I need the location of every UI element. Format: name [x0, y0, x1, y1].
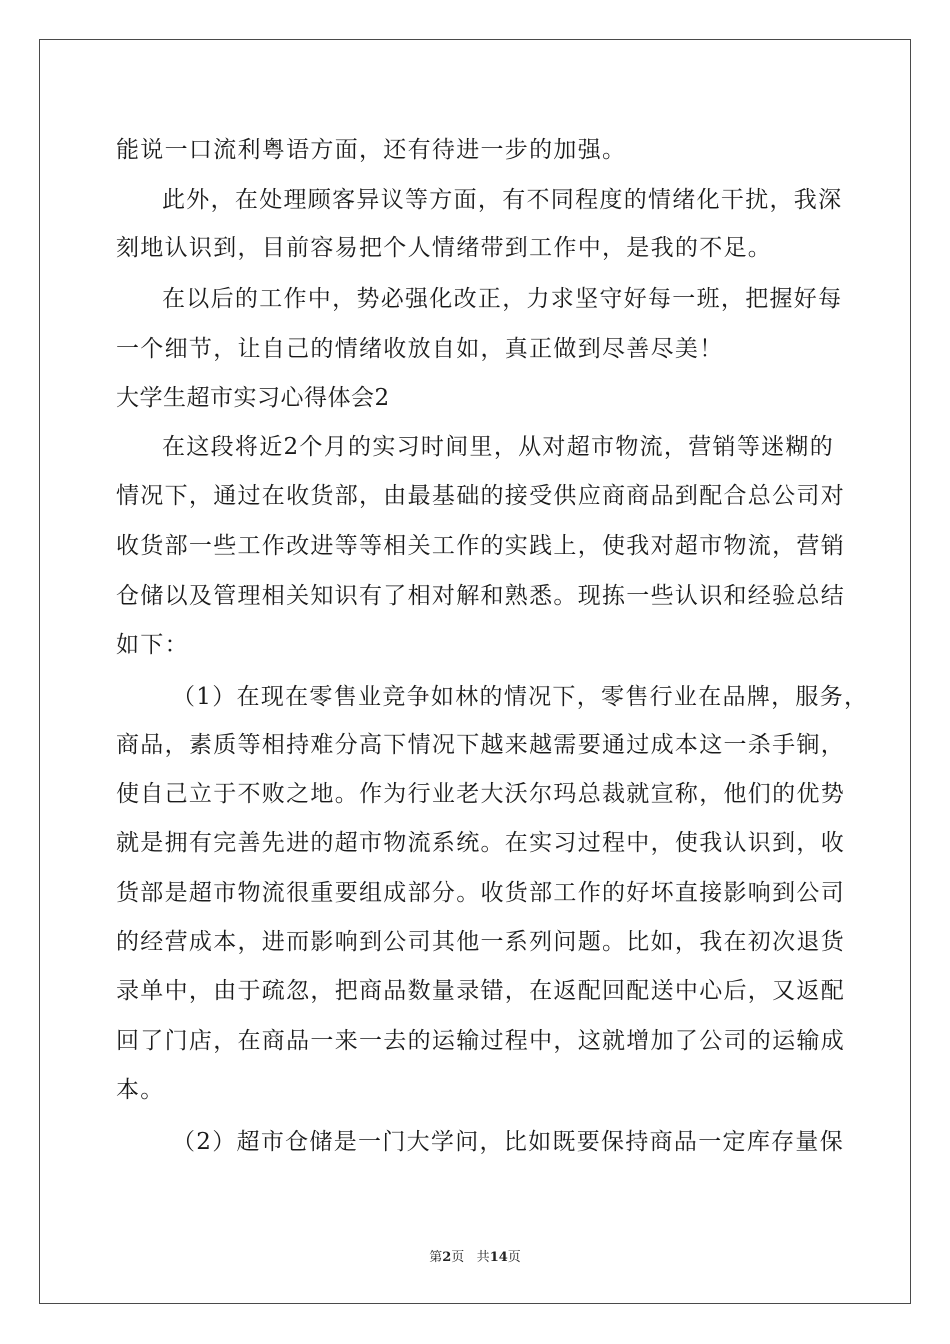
footer-page-suffix: 页 [451, 1250, 465, 1265]
text-line-5: 一个细节，让自己的情绪收放自如，真正做到尽善尽美！ [116, 336, 724, 362]
text-line-17: 的经营成本，进而影响到公司其他一系列问题。比如，我在初次退货 [116, 929, 845, 955]
text-line-16: 货部是超市物流很重要组成部分。收货部工作的好坏直接影响到公司 [116, 880, 845, 906]
page-footer [0, 1246, 950, 1265]
text-line-21: （2）超市仓储是一门大学问，比如既要保持商品一定库存量保 [172, 1129, 845, 1155]
text-line-18: 录单中，由于疏忽，把商品数量录错，在返配回配送中心后，又返配 [116, 978, 845, 1004]
text-line-2: 此外，在处理顾客异议等方面，有不同程度的情绪化干扰，我深 [162, 187, 843, 213]
text-line-7: 在这段将近2个月的实习时间里，从对超市物流，营销等迷糊的 [162, 434, 835, 460]
text-line-1: 能说一口流利粤语方面，还有待进一步的加强。 [116, 137, 627, 163]
text-line-3: 刻地认识到，目前容易把个人情绪带到工作中，是我的不足。 [116, 235, 773, 261]
footer-total-pages: 14 [489, 1250, 508, 1265]
text-line-8: 情况下，通过在收货部，由最基础的接受供应商商品到配合总公司对 [116, 483, 845, 509]
text-line-20: 本。 [116, 1077, 165, 1103]
section-heading: 大学生超市实习心得体会2 [116, 385, 390, 411]
text-line-13: 商品，素质等相持难分高下情况下越来越需要通过成本这一杀手锏， [116, 732, 845, 758]
text-line-10: 仓储以及管理相关知识有了相对解和熟悉。现拣一些认识和经验总结 [116, 583, 845, 609]
text-line-19: 回了门店，在商品一来一去的运输过程中，这就增加了公司的运输成 [116, 1028, 845, 1054]
text-line-11: 如下： [116, 632, 189, 658]
text-line-15: 就是拥有完善先进的超市物流系统。在实习过程中，使我认识到，收 [116, 830, 845, 856]
text-line-12: （1）在现在零售业竞争如林的情况下，零售行业在品牌，服务， [172, 684, 869, 710]
footer-total-suffix: 页 [507, 1250, 521, 1265]
text-line-14: 使自己立于不败之地。作为行业老大沃尔玛总裁就宣称，他们的优势 [116, 781, 845, 807]
footer-total-prefix: 共 [476, 1250, 490, 1265]
text-line-9: 收货部一些工作改进等等相关工作的实践上，使我对超市物流，营销 [116, 533, 845, 559]
footer-page-number: 2 [442, 1250, 452, 1265]
footer-prefix: 第 [429, 1250, 443, 1265]
text-line-4: 在以后的工作中，势必强化改正，力求坚守好每一班，把握好每 [162, 286, 843, 312]
